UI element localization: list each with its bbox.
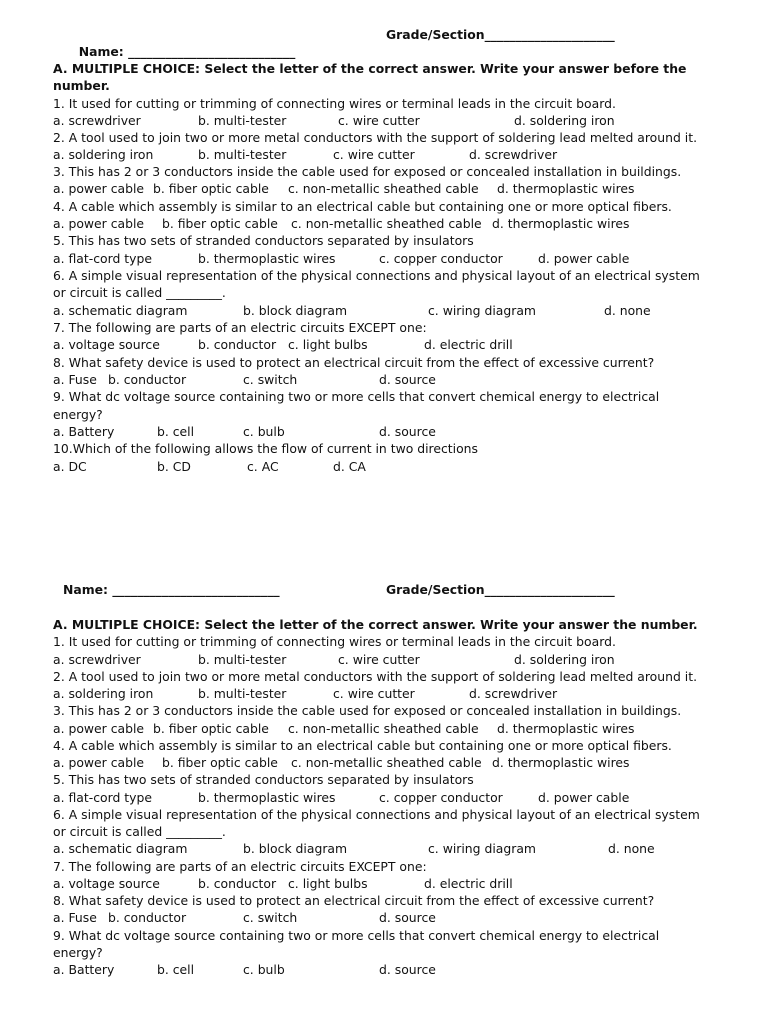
question-3-option-b: b. fiber optic cable (153, 721, 269, 736)
question-4-text: 4. A cable which assembly is similar to an electrical cable but containing one or more optical fibers. (53, 738, 672, 753)
question-3-option-d: d. thermoplastic wires (497, 721, 635, 736)
question-10-option-b: b. CD (157, 459, 191, 474)
question-8-option-c: c. switch (243, 910, 298, 925)
question-10-option-a: a. DC (53, 459, 87, 474)
question-7-text: 7. The following are parts of an electric circuits EXCEPT one: (53, 859, 427, 874)
question-1-option-d: d. soldering iron (514, 652, 615, 667)
question-7-option-d: d. electric drill (424, 876, 513, 891)
question-8-option-b: b. conductor (108, 372, 187, 387)
question-9-text-line-2: energy? (53, 407, 103, 422)
question-8-option-d: d. source (379, 372, 436, 387)
question-2-option-c: c. wire cutter (333, 147, 415, 162)
question-4-option-d: d. thermoplastic wires (492, 216, 630, 231)
question-8-option-d: d. source (379, 910, 436, 925)
question-3-text: 3. This has 2 or 3 conductors inside the cable used for exposed or concealed installation in buildings. (53, 164, 682, 179)
question-8-option-a: a. Fuse (53, 372, 97, 387)
grade-section-field-label: Grade/Section_____________________ (386, 27, 615, 42)
question-2-option-a: a. soldering iron (53, 147, 154, 162)
question-1-text: 1. It used for cutting or trimming of connecting wires or terminal leads in the circuit board. (53, 634, 616, 649)
question-10-text: 10.Which of the following allows the flow of current in two directions (53, 441, 478, 456)
instructions-line-1: A. MULTIPLE CHOICE: Select the letter of the correct answer. Write your answer before the (53, 61, 687, 76)
name-field-label: Name: ___________________________ (78, 44, 296, 59)
question-8-option-b: b. conductor (108, 910, 187, 925)
grade-section-field-label: Grade/Section_____________________ (386, 582, 615, 597)
question-5-option-c: c. copper conductor (379, 251, 503, 266)
question-6-text-line-2: or circuit is called _________. (53, 824, 226, 839)
question-7-option-b: b. conductor (198, 876, 277, 891)
question-6-option-d: d. none (608, 841, 655, 856)
question-9-text-line-1: 9. What dc voltage source containing two or more cells that convert chemical energy to electrical (53, 928, 660, 943)
question-6-text-line-1: 6. A simple visual representation of the physical connections and physical layout of an electrical system (53, 807, 700, 822)
question-4-option-a: a. power cable (53, 755, 145, 770)
question-2-option-b: b. multi-tester (198, 147, 287, 162)
question-8-option-a: a. Fuse (53, 910, 97, 925)
question-4-option-b: b. fiber optic cable (162, 216, 278, 231)
instructions-line-1: A. MULTIPLE CHOICE: Select the letter of the correct answer. Write your answer the number. (53, 617, 698, 632)
question-10-option-d: d. CA (333, 459, 366, 474)
question-5-option-b: b. thermoplastic wires (198, 251, 336, 266)
question-4-option-b: b. fiber optic cable (162, 755, 278, 770)
question-6-text-line-2: or circuit is called _________. (53, 285, 226, 300)
name-field-label: Name: ___________________________ (63, 582, 280, 597)
question-3-option-a: a. power cable (53, 721, 145, 736)
question-6-option-c: c. wiring diagram (428, 303, 536, 318)
question-4-option-a: a. power cable (53, 216, 145, 231)
question-1-option-b: b. multi-tester (198, 652, 287, 667)
question-9-option-c: c. bulb (243, 424, 285, 439)
question-7-option-c: c. light bulbs (288, 337, 368, 352)
question-7-option-b: b. conductor (198, 337, 277, 352)
question-5-option-a: a. flat-cord type (53, 790, 152, 805)
question-9-option-b: b. cell (157, 424, 195, 439)
question-2-option-d: d. screwdriver (469, 147, 558, 162)
question-9-text-line-1: 9. What dc voltage source containing two or more cells that convert chemical energy to electrical (53, 389, 660, 404)
question-7-option-a: a. voltage source (53, 337, 160, 352)
question-1-option-d: d. soldering iron (514, 113, 615, 128)
question-3-option-c: c. non-metallic sheathed cable (288, 721, 479, 736)
question-4-option-d: d. thermoplastic wires (492, 755, 630, 770)
question-9-text-line-2: energy? (53, 945, 103, 960)
instructions-line-2: number. (53, 78, 110, 93)
question-9-option-c: c. bulb (243, 962, 285, 977)
question-2-option-b: b. multi-tester (198, 686, 287, 701)
question-7-option-a: a. voltage source (53, 876, 160, 891)
question-8-text: 8. What safety device is used to protect an electrical circuit from the effect of excessive current? (53, 355, 655, 370)
question-6-option-b: b. block diagram (243, 841, 348, 856)
question-2-text: 2. A tool used to join two or more metal conductors with the support of soldering lead melted around it. (53, 669, 698, 684)
question-7-option-c: c. light bulbs (288, 876, 368, 891)
question-9-option-d: d. source (379, 962, 436, 977)
question-1-text: 1. It used for cutting or trimming of connecting wires or terminal leads in the circuit board. (53, 96, 616, 111)
question-6-text-line-1: 6. A simple visual representation of the physical connections and physical layout of an electrical system (53, 268, 700, 283)
question-2-option-d: d. screwdriver (469, 686, 558, 701)
question-4-option-c: c. non-metallic sheathed cable (291, 216, 482, 231)
question-5-option-b: b. thermoplastic wires (198, 790, 336, 805)
question-7-text: 7. The following are parts of an electric circuits EXCEPT one: (53, 320, 427, 335)
question-2-option-c: c. wire cutter (333, 686, 415, 701)
question-6-option-a: a. schematic diagram (53, 841, 188, 856)
question-5-option-d: d. power cable (538, 251, 630, 266)
question-9-option-b: b. cell (157, 962, 195, 977)
question-1-option-a: a. screwdriver (53, 652, 141, 667)
question-10-option-c: c. AC (247, 459, 279, 474)
question-5-option-d: d. power cable (538, 790, 630, 805)
question-5-text: 5. This has two sets of stranded conductors separated by insulators (53, 233, 474, 248)
question-8-option-c: c. switch (243, 372, 298, 387)
question-5-option-c: c. copper conductor (379, 790, 503, 805)
question-2-text: 2. A tool used to join two or more metal conductors with the support of soldering lead melted around it. (53, 130, 698, 145)
question-6-option-b: b. block diagram (243, 303, 348, 318)
question-3-option-c: c. non-metallic sheathed cable (288, 181, 479, 196)
question-8-text: 8. What safety device is used to protect an electrical circuit from the effect of excessive current? (53, 893, 655, 908)
question-3-option-d: d. thermoplastic wires (497, 181, 635, 196)
question-7-option-d: d. electric drill (424, 337, 513, 352)
question-9-option-a: a. Battery (53, 962, 115, 977)
question-9-option-a: a. Battery (53, 424, 115, 439)
question-1-option-b: b. multi-tester (198, 113, 287, 128)
question-3-text: 3. This has 2 or 3 conductors inside the cable used for exposed or concealed installation in buildings. (53, 703, 682, 718)
question-5-text: 5. This has two sets of stranded conductors separated by insulators (53, 772, 474, 787)
question-1-option-c: c. wire cutter (338, 652, 420, 667)
question-6-option-c: c. wiring diagram (428, 841, 536, 856)
question-1-option-a: a. screwdriver (53, 113, 141, 128)
question-6-option-d: d. none (604, 303, 651, 318)
question-2-option-a: a. soldering iron (53, 686, 154, 701)
question-3-option-b: b. fiber optic cable (153, 181, 269, 196)
question-5-option-a: a. flat-cord type (53, 251, 152, 266)
question-6-option-a: a. schematic diagram (53, 303, 188, 318)
question-1-option-c: c. wire cutter (338, 113, 420, 128)
question-3-option-a: a. power cable (53, 181, 145, 196)
question-4-option-c: c. non-metallic sheathed cable (291, 755, 482, 770)
question-9-option-d: d. source (379, 424, 436, 439)
question-4-text: 4. A cable which assembly is similar to an electrical cable but containing one or more optical fibers. (53, 199, 672, 214)
